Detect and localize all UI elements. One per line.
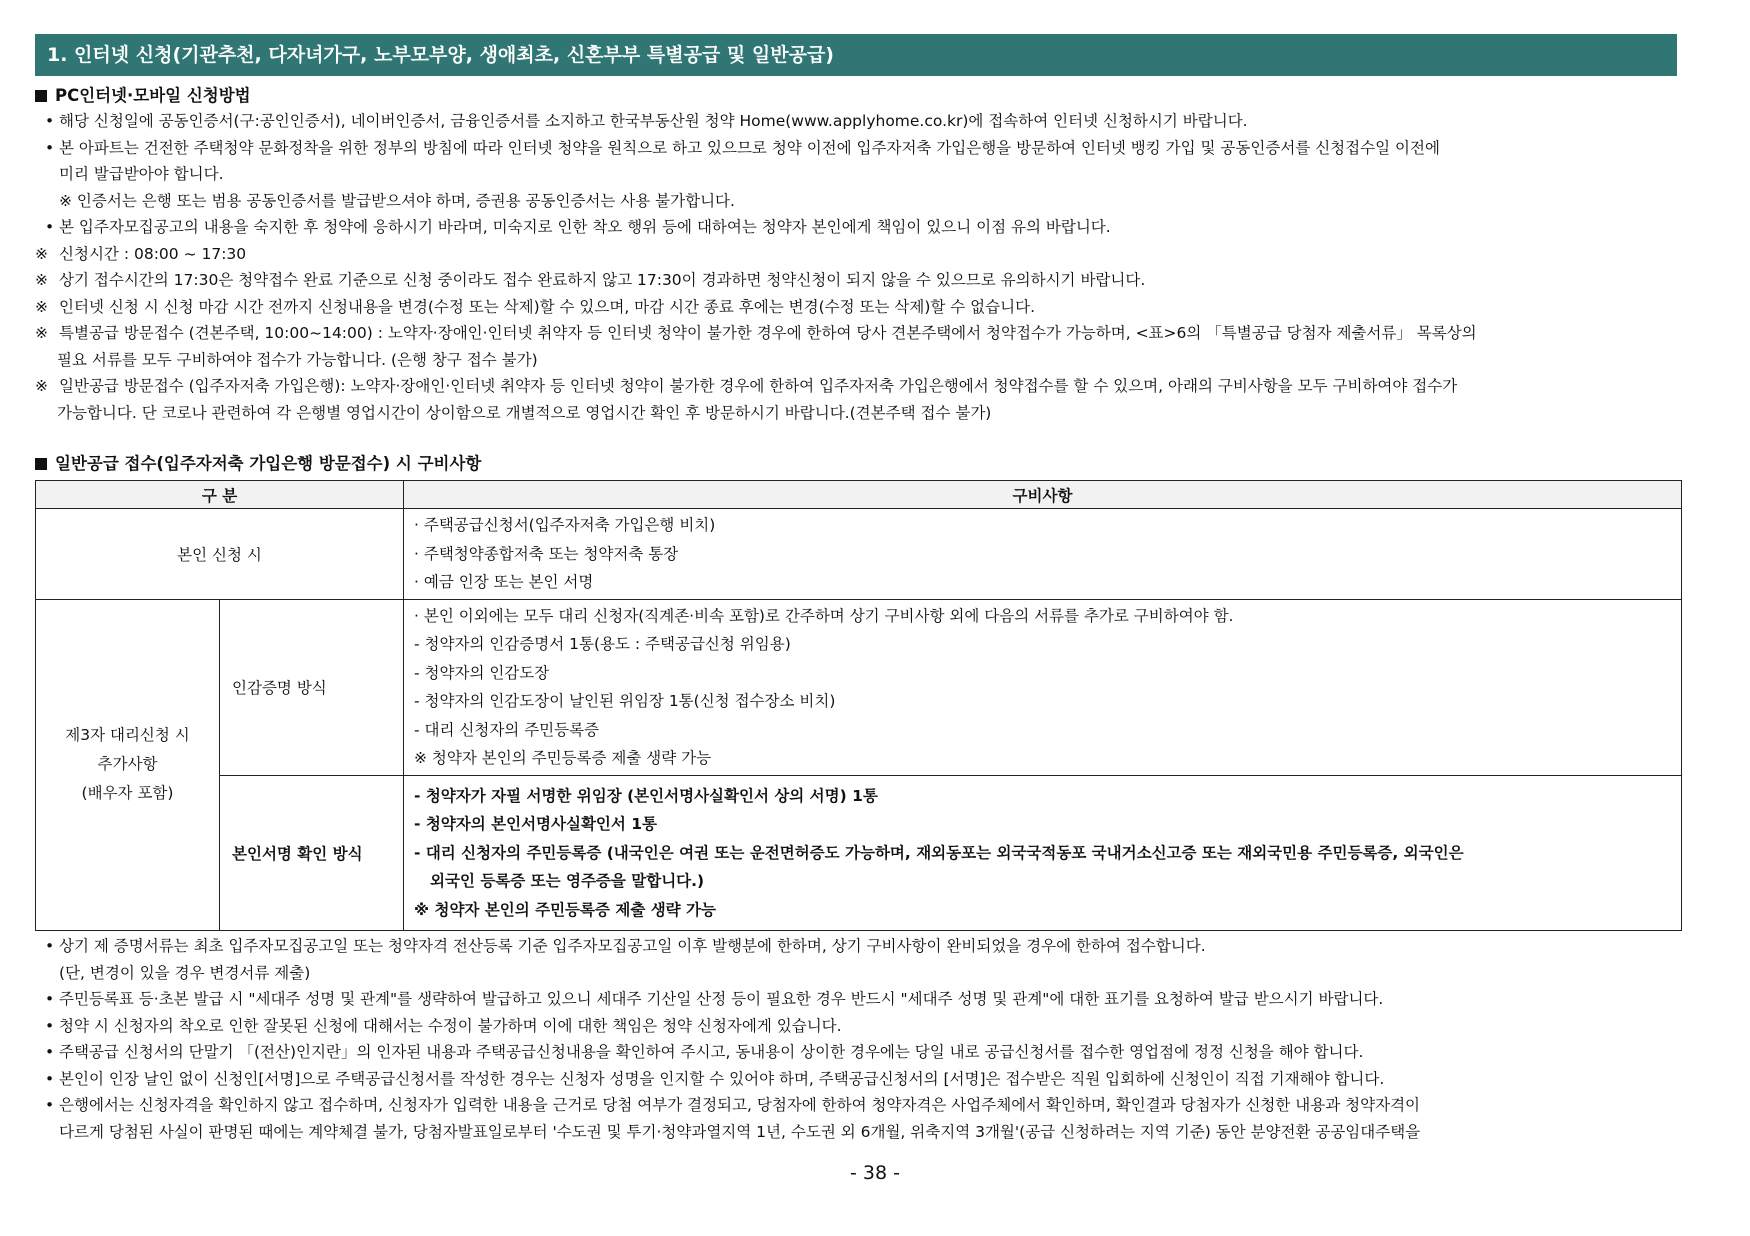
list-item: - 청약자의 인감증명서 1통(용도 : 주택공급신청 위임용) <box>414 635 791 653</box>
self-label: 본인 신청 시 <box>36 509 404 600</box>
reference-text: 일반공급 방문접수 (입주자저축 가입은행): 노약자·장애인·인터넷 취약자 등 인터넷 청약이 불가한 경우에 한하여 입주자저축 가입은행에서 청약접수를 할 수 있으며, 아래의 구비사항을 모두 구비하여야 접수가 <box>59 377 1458 395</box>
list-item: · 주택청약종합저축 또는 청약저축 통장 <box>414 544 679 563</box>
header-items: 구비사항 <box>404 481 1682 509</box>
list-item: · 예금 인장 또는 본인 서명 <box>414 573 594 591</box>
list-item: - 대리 신청자의 주민등록증 <box>414 720 600 739</box>
seal-label-text: 인감증명 방식 <box>232 679 327 697</box>
list-item-continuation: 외국인 등록증 또는 영주증을 말합니다.) <box>430 872 705 890</box>
reference-text: 인터넷 신청 시 신청 마감 시간 전까지 신청내용을 변경(수정 또는 삭제)할 수 있으며, 마감 시간 종료 후에는 변경(수정 또는 삭제)할 수 없습니다. <box>59 297 1036 316</box>
bullet-icon: • <box>45 937 55 955</box>
note-text: 주택공급 신청서의 단말기 「(전산)인지란」의 인자된 내용과 주택공급신청내용을 확인하여 주시고, 동내용이 상이한 경우에는 당일 내로 공급신청서를 접수한 영업점에 정정 신청을 해야 합니다. <box>59 1043 1364 1061</box>
bullet-line <box>35 214 1687 241</box>
bullet-text: 본 입주자모집공고의 내용을 숙지한 후 청약에 응하시기 바라며, 미숙지로 인한 착오 행위 등에 대하여는 청약자 본인에게 책임이 있으니 이점 유의 바랍니다. <box>59 218 1111 236</box>
requirements-heading-text: 일반공급 접수(입주자저축 가입은행 방문접수) 시 구비사항 <box>55 454 482 473</box>
table-row-self <box>36 509 1682 600</box>
reference-line <box>35 373 1687 400</box>
sign-label-text: 본인서명 확인 방식 <box>232 844 363 863</box>
reference-text: 신청시간 : 08:00 ~ 17:30 <box>59 244 247 263</box>
reference-line <box>35 320 1687 347</box>
self-items <box>404 509 1682 600</box>
bullet-note: ※ 인증서는 은행 또는 범용 공동인증서를 발급받으셔야 하며, 증권용 공동인증서는 사용 불가합니다. <box>59 191 735 210</box>
table-row-seal <box>36 599 1682 775</box>
reference-continuation: 가능합니다. 단 코로나 관련하여 각 은행별 영업시간이 상이함으로 개별적으로 영업시간 확인 후 방문하시기 바랍니다.(견본주택 접수 불가) <box>57 403 992 422</box>
list-item: - 청약자의 인감도장이 날인된 위임장 1통(신청 접수장소 비치) <box>414 692 836 710</box>
bullet-continuation: 미리 발급받아야 합니다. <box>59 165 224 183</box>
note-line <box>35 986 1687 1013</box>
list-item: - 청약자의 인감도장 <box>414 663 550 682</box>
proxy-label-line: 추가사항 <box>97 755 158 774</box>
pc-method-heading <box>35 84 1687 108</box>
note-continuation: (단, 변경이 있을 경우 변경서류 제출) <box>59 963 311 982</box>
reference-mark-icon: ※ <box>35 377 48 395</box>
requirements-table <box>35 480 1682 931</box>
list-item: ※ 청약자 본인의 주민등록증 제출 생략 가능 <box>414 749 712 767</box>
note-text: 주민등록표 등·초본 발급 시 "세대주 성명 및 관계"를 생략하여 발급하고 있으니 세대주 기산일 산정 등이 필요한 경우 반드시 "세대주 성명 및 관계"에 대한 표기를 요청하여 발급 받으시기 바랍니다. <box>59 990 1384 1008</box>
bullet-line <box>35 108 1687 135</box>
bullet-text: 본 아파트는 건전한 주택청약 문화정착을 위한 정부의 방침에 따라 인터넷 청약을 원칙으로 하고 있으므로 청약 이전에 입주자저축 가입은행을 방문하여 인터넷 뱅킹 가입 및 공동인증서를 신청접수일 이전에 <box>59 138 1440 157</box>
bullet-icon: • <box>45 1096 55 1114</box>
note-line <box>35 1092 1687 1119</box>
reference-line <box>35 267 1687 294</box>
square-bullet-icon <box>35 90 47 102</box>
reference-line <box>35 241 1687 268</box>
sign-items <box>404 775 1682 931</box>
requirements-heading <box>35 452 1687 476</box>
proxy-label <box>36 599 220 931</box>
document-page <box>35 34 1687 1145</box>
seal-label <box>220 599 404 775</box>
bullet-icon: • <box>45 112 55 130</box>
list-item: - 대리 신청자의 주민등록증 (내국인은 여권 또는 운전면허증도 가능하며, 재외동포는 외국국적동포 국내거소신고증 또는 재외국민용 주민등록증, 외국인은 <box>414 843 1464 862</box>
reference-mark-icon: ※ <box>35 297 48 316</box>
bullet-icon: • <box>45 1069 55 1088</box>
reference-mark-icon: ※ <box>35 271 48 289</box>
note-line <box>35 933 1687 960</box>
section-title: 1. 인터넷 신청(기관추천, 다자녀가구, 노부모부양, 생애최초, 신혼부부 특별공급 및 일반공급) <box>35 34 1677 76</box>
list-item: - 청약자의 본인서명사실확인서 1통 <box>414 815 658 833</box>
reference-continuation: 필요 서류를 모두 구비하여야 접수가 가능합니다. (은행 창구 접수 불가) <box>57 350 538 369</box>
reference-text: 특별공급 방문접수 (견본주택, 10:00~14:00) : 노약자·장애인·인터넷 취약자 등 인터넷 청약이 불가한 경우에 한하여 당사 견본주택에서 청약접수가 가능하며, <표>6의 「특별공급 당첨자 제출서류」 목록상의 <box>59 324 1477 342</box>
reference-text: 상기 접수시간의 17:30은 청약접수 완료 기준으로 신청 중이라도 접수 완료하지 않고 17:30이 경과하면 청약신청이 되지 않을 수 있으므로 유의하시기 바랍니다. <box>59 271 1146 289</box>
square-bullet-icon <box>35 458 47 470</box>
page-number: - 38 - <box>850 1162 900 1184</box>
note-line <box>35 1039 1687 1066</box>
list-item: ※ 청약자 본인의 주민등록증 제출 생략 가능 <box>414 900 716 919</box>
bullet-icon: • <box>45 218 55 236</box>
bullet-line <box>35 135 1687 162</box>
bullet-icon: • <box>45 1016 55 1035</box>
note-text: 은행에서는 신청자격을 확인하지 않고 접수하며, 신청자가 입력한 내용을 근거로 당첨 여부가 결정되고, 당첨자에 한하여 청약자격은 사업주체에서 확인하며, 확인결과 당첨자가 신청한 내용과 청약자격이 <box>59 1096 1421 1114</box>
reference-mark-icon: ※ <box>35 324 48 342</box>
reference-line <box>35 294 1687 321</box>
table-row-signature <box>36 775 1682 931</box>
list-item: · 본인 이외에는 모두 대리 신청자(직계존·비속 포함)로 간주하며 상기 구비사항 외에 다음의 서류를 추가로 구비하여야 함. <box>414 606 1234 625</box>
list-item: · 주택공급신청서(입주자저축 가입은행 비치) <box>414 516 716 534</box>
reference-mark-icon: ※ <box>35 244 48 263</box>
bullet-icon: • <box>45 990 55 1008</box>
bullet-icon: • <box>45 1043 55 1061</box>
bullet-icon: • <box>45 138 55 157</box>
proxy-label-line: (배우자 포함) <box>81 784 174 803</box>
proxy-label-line: 제3자 대리신청 시 <box>65 726 190 745</box>
note-text: 상기 제 증명서류는 최초 입주자모집공고일 또는 청약자격 전산등록 기준 입주자모집공고일 이후 발행분에 한하며, 상기 구비사항이 완비되었을 경우에 한하여 접수합니다. <box>59 937 1206 955</box>
sign-label <box>220 775 404 931</box>
list-item: - 청약자가 자필 서명한 위임장 (본인서명사실확인서 상의 서명) 1통 <box>414 786 878 805</box>
pc-method-heading-text: PC인터넷·모바일 신청방법 <box>55 86 251 105</box>
header-category: 구 분 <box>36 481 404 509</box>
note-line <box>35 1013 1687 1040</box>
note-text: 본인이 인장 날인 없이 신청인[서명]으로 주택공급신청서를 작성한 경우는 신청자 성명을 인지할 수 있어야 하며, 주택공급신청서의 [서명]은 접수받은 직원 입회하에 신청인이 직접 기재해야 합니다. <box>59 1069 1385 1088</box>
seal-items <box>404 599 1682 775</box>
note-continuation: 다르게 당첨된 사실이 판명된 때에는 계약체결 불가, 당첨자발표일로부터 '수도권 및 투기·청약과열지역 1년, 수도권 외 6개월, 위축지역 3개월'(공급 신청하려는 지역 기준) 동안 분양전환 공공임대주택을 <box>59 1122 1421 1141</box>
table-header-row <box>36 481 1682 509</box>
bullet-text: 해당 신청일에 공동인증서(구:공인인증서), 네이버인증서, 금융인증서를 소지하고 한국부동산원 청약 Home(www.applyhome.co.kr)에 접속하여 인터넷 신청하시기 바랍니다. <box>59 112 1248 130</box>
note-line <box>35 1066 1687 1093</box>
note-text: 청약 시 신청자의 착오로 인한 잘못된 신청에 대해서는 수정이 불가하며 이에 대한 책임은 청약 신청자에게 있습니다. <box>59 1016 842 1035</box>
